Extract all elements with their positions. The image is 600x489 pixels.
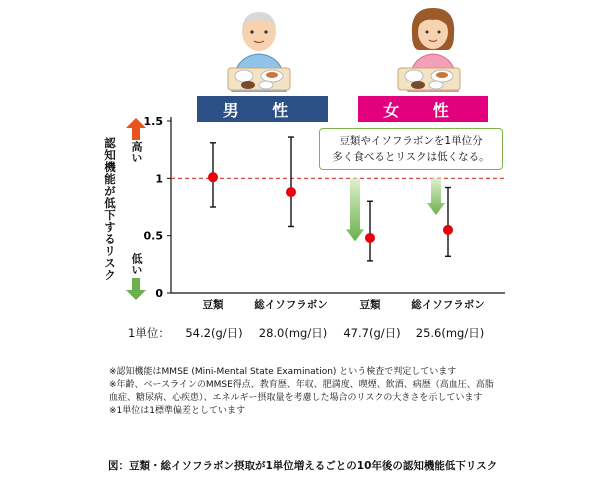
category-label-male-isoflavone: 総イソフラボン [254,299,328,311]
unit-value-male-isoflavone: 28.0(mg/日) [258,326,328,340]
decrease-arrow-icon [427,178,445,215]
finding-callout [319,128,503,170]
unit-value-male-soy: 54.2(g/日) [185,326,243,340]
y-tick-label: 0 [155,287,163,300]
footnote-2: ※年齢、ベースラインのMMSE得点、教育歴、年収、肥満度、喫煙、飲酒、病歴（高血圧、高脂血症、糖尿病、心疾患）、エネルギー摂取量を考慮した場合のリスクの大きさを示しています [109,380,494,403]
risk-high-label: 高い [130,141,143,163]
callout-line-1: 豆類やイソフラボンを1単位分 [339,135,483,147]
female-group-label: 女 性 [383,100,463,120]
y-tick-label: 1 [155,172,163,186]
unit-row-prefix: 1単位： [128,326,170,340]
decrease-arrow-icon [346,178,364,241]
y-tick-label: 0.5 [143,229,163,243]
y-tick-label: 1.5 [143,115,163,128]
callout-line-2: 多く食べるとリスクは低くなる。 [332,151,490,163]
unit-value-female-soy: 47.7(g/日) [343,326,401,340]
estimate-point [286,187,296,197]
category-label-female-isoflavone: 総イソフラボン [411,299,485,311]
figure-caption: 図：豆類・総イソフラボン摂取が1単位増えるごとの10年後の認知機能低下リスク [108,460,498,472]
estimate-point [365,233,375,243]
footnote-3: ※1単位は1標準偏差としています [109,406,245,416]
category-label-male-soy: 豆類 [202,299,224,311]
footnote-1: ※認知機能はMMSE (Mini-Mental State Examination) という検査で判定しています [109,367,457,377]
estimate-point [208,172,218,182]
footnotes [109,366,499,418]
category-label-female-soy: 豆類 [359,299,381,311]
y-axis-label: 認知機能が低下するリスク [103,137,117,281]
estimate-point [443,225,453,235]
unit-value-female-isoflavone: 25.6(mg/日) [415,326,485,340]
male-group-label: 男 性 [222,100,303,120]
risk-low-label: 低い [130,253,143,275]
decrease-arrows [346,178,445,241]
